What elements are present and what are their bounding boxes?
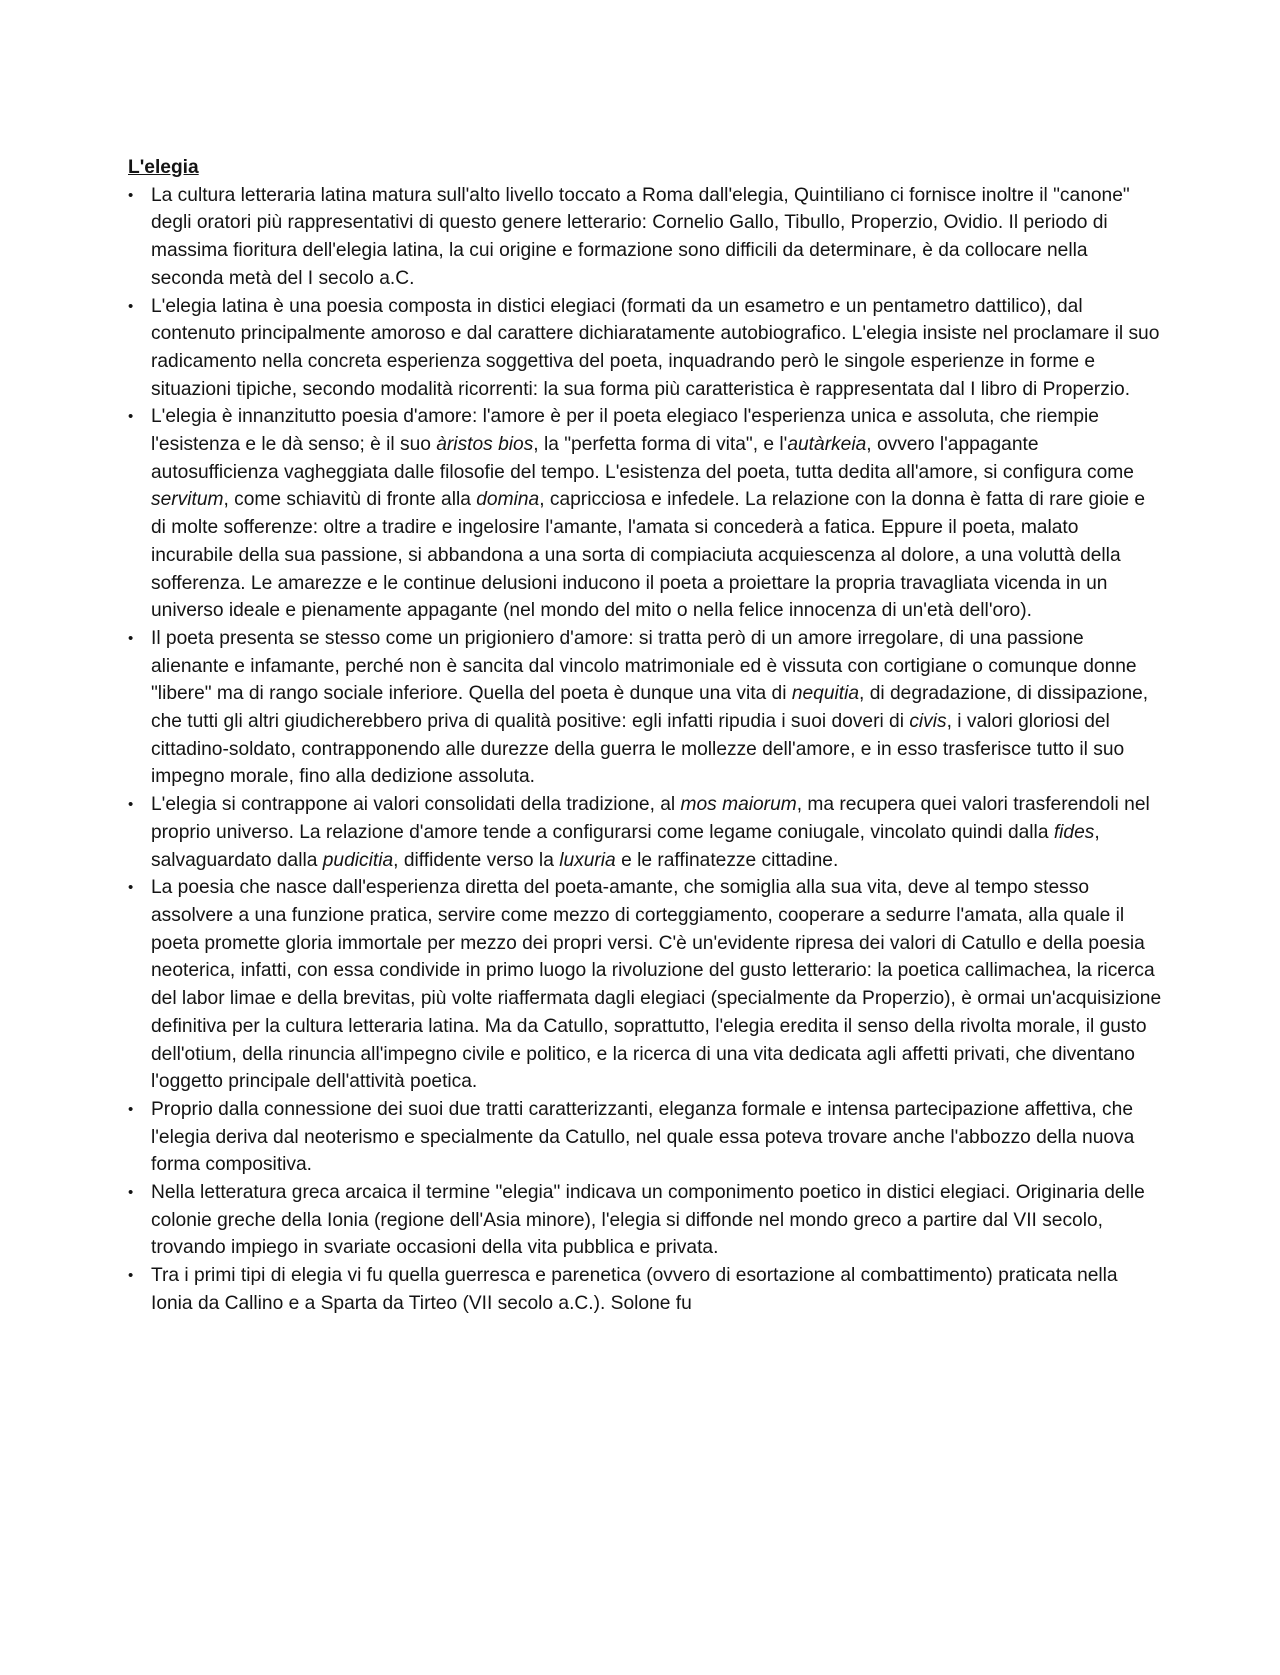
paragraph-text: , i valori gloriosi del cittadino-soldato, contrapponendo alle durezze della guerra le mollezze dell'amore, e in esso trasferisce tutto il suo impegno morale, fino alla dedizione assoluta.: [151, 711, 1125, 788]
italic-term: domina: [476, 489, 540, 511]
bullet-paragraph: [128, 403, 1163, 625]
paragraph-text: e le raffinatezze cittadine.: [615, 849, 839, 871]
paragraph-text: Proprio dalla connessione dei suoi due tratti caratterizzanti, eleganza formale e intensa partecipazione affettiva, che l'elegia deriva dal neoterismo e specialmente da Catullo, nel quale essa poteva trovare anche l'abbozzo della nuova forma compositiva.: [151, 1098, 1135, 1176]
italic-term: nequitia: [791, 683, 860, 705]
bullet-marker: •: [128, 297, 134, 315]
paragraph-text: , ovvero l'appagante autosufficienza vagheggiata dalle filosofie del tempo. L'esistenza del poeta, tutta dedita all'amore, si configura come: [151, 434, 1134, 483]
bullet-paragraph: [128, 625, 1163, 791]
bullet-paragraph: [128, 182, 1163, 293]
bullet-paragraph: [128, 293, 1163, 404]
italic-term: pudicitia: [322, 849, 394, 871]
paragraph-text: Tra i primi tipi di elegia vi fu quella guerresca e parenetica (ovvero di esortazione al combattimento) praticata nella Ionia da Callino e a Sparta da Tirteo (VII secolo a.C.). Solone fu: [151, 1265, 1118, 1314]
bullet-marker: •: [128, 1267, 134, 1285]
paragraph-text: , capricciosa e infedele. La relazione con la donna è fatta di rare gioie e di molte sofferenze: oltre a tradire e ingelosire l'amante, l'amata si concederà a fatica. Eppure il poeta, malato incurabile della sua passione, si abbandona a una sorta di compiaciuta acquiescenza al dolore, a una voluttà della sofferenza. Le amarezze e le continue delusioni inducono il poeta a proiettare la propria travagliata vicenda in un universo ideale e pienamente appagante (nel mondo del mito o nella felice innocenza di un'età dell'oro).: [151, 489, 1146, 622]
paragraph-text: L'elegia latina è una poesia composta in distici elegiaci (formati da un esametro e un pentametro dattilico), dal contenuto principalmente amoroso e dal carattere dichiaratamente autobiografico. L'elegia insiste nel proclamare il suo radicamento nella concreta esperienza soggettiva del poeta, inquadrando però le singole esperienze in forme e situazioni tipiche, secondo modalità ricorrenti: la sua forma più caratteristica è rappresentata dal I libro di Properzio.: [151, 295, 1160, 400]
paragraph-text: Il poeta presenta se stesso come un prigioniero d'amore: si tratta però di un amore irregolare, di una passione alienante e infamante, perché non è sancita dal vincolo matrimoniale ed è vissuta con cortigiane o comunque donne "libere" ma di rango sociale inferiore. Quella del poeta è dunque una vita di: [151, 627, 1137, 705]
bullet-marker: •: [128, 1184, 134, 1202]
document-title: L'elegia: [128, 157, 199, 178]
bullet-paragraph: [128, 1262, 1163, 1317]
italic-term: fides: [1053, 821, 1095, 843]
bullet-marker: •: [128, 408, 134, 426]
paragraph-text: L'elegia si contrappone ai valori consolidati della tradizione, al: [151, 794, 681, 816]
paragraph-text: , diffidente verso la: [393, 849, 560, 871]
italic-term: autàrkeia: [787, 434, 867, 456]
paragraph-text: L'elegia è innanzitutto poesia d'amore: l'amore è per il poeta elegiaco l'esperienza unica e assoluta, che riempie l'esistenza e le dà senso; è il suo: [151, 406, 1099, 456]
bullet-marker: •: [128, 186, 134, 204]
paragraph-text: , di degradazione, di dissipazione, che tutti gli altri giudicherebbero priva di qualità positive: egli infatti ripudia i suoi doveri di: [151, 683, 1149, 733]
italic-term: servitum: [151, 489, 224, 511]
italic-term: luxuria: [559, 849, 616, 871]
paragraph-text: La poesia che nasce dall'esperienza diretta del poeta-amante, che somiglia alla sua vita, deve al tempo stesso assolvere a una funzione pratica, servire come mezzo di corteggiamento, cooperare a sedurre l'amata, alla quale il poeta promette gloria immortale per mezzo dei propri versi. C'è un'evidente ripresa dei valori di Catullo e della poesia neoterica, infatti, con essa condivide in primo luogo la rivoluzione del gusto letterario: la poetica callimachea, la ricerca del labor limae e della brevitas, più volte riaffermata dagli elegiaci (specialmente da Properzio), è ormai un'acquisizione definitiva per la cultura letteraria latina. Ma da Catullo, soprattutto, l'elegia eredita il senso della rivolta morale, il gusto dell'otium, della rinuncia all'impegno civile e politico, e la ricerca di una vita dedicata agli affetti privati, che diventano l'oggetto principale dell'attività poetica.: [151, 877, 1162, 1093]
paragraph-text: , la "perfetta forma di vita", e l': [533, 434, 788, 456]
bullet-paragraph: [128, 874, 1163, 1096]
bullet-marker: •: [128, 1100, 134, 1118]
bullet-marker: •: [128, 879, 134, 897]
paragraph-text: , ma recupera quei valori trasferendoli nel proprio universo. La relazione d'amore tende a configurarsi come legame coniugale, vincolato quindi dalla: [151, 794, 1150, 843]
bullet-paragraph: [128, 1096, 1163, 1179]
italic-term: civis: [909, 711, 947, 733]
paragraph-text: Nella letteratura greca arcaica il termine "elegia" indicava un componimento poetico in distici elegiaci. Originaria delle colonie greche della Ionia (regione dell'Asia minore), l'elegia si diffonde nel mondo greco a partire dal VII secolo, trovando impiego in svariate occasioni della vita pubblica e privata.: [151, 1182, 1145, 1259]
paragraph-text: , come schiavitù di fronte alla: [223, 489, 477, 511]
paragraph-text: La cultura letteraria latina matura sull'alto livello toccato a Roma dall'elegia, Quintiliano ci fornisce inoltre il "canone" degli oratori più rappresentativi di questo genere letterario: Cornelio Gallo, Tibullo, Properzio, Ovidio. Il periodo di massima fioritura dell'elegia latina, la cui origine e formazione sono difficili da determinare, è da collocare nella seconda metà del I secolo a.C.: [151, 184, 1130, 289]
bullet-marker: •: [128, 629, 134, 647]
italic-term: àristos bios: [436, 434, 534, 456]
document-body: [128, 154, 1163, 1318]
italic-term: mos maiorum: [680, 794, 797, 816]
bullet-marker: •: [128, 796, 134, 814]
bullet-paragraph: [128, 791, 1163, 874]
bullet-list: [128, 182, 1163, 1318]
paragraph-text: , salvaguardato dalla: [151, 821, 1100, 871]
bullet-paragraph: [128, 1179, 1163, 1262]
